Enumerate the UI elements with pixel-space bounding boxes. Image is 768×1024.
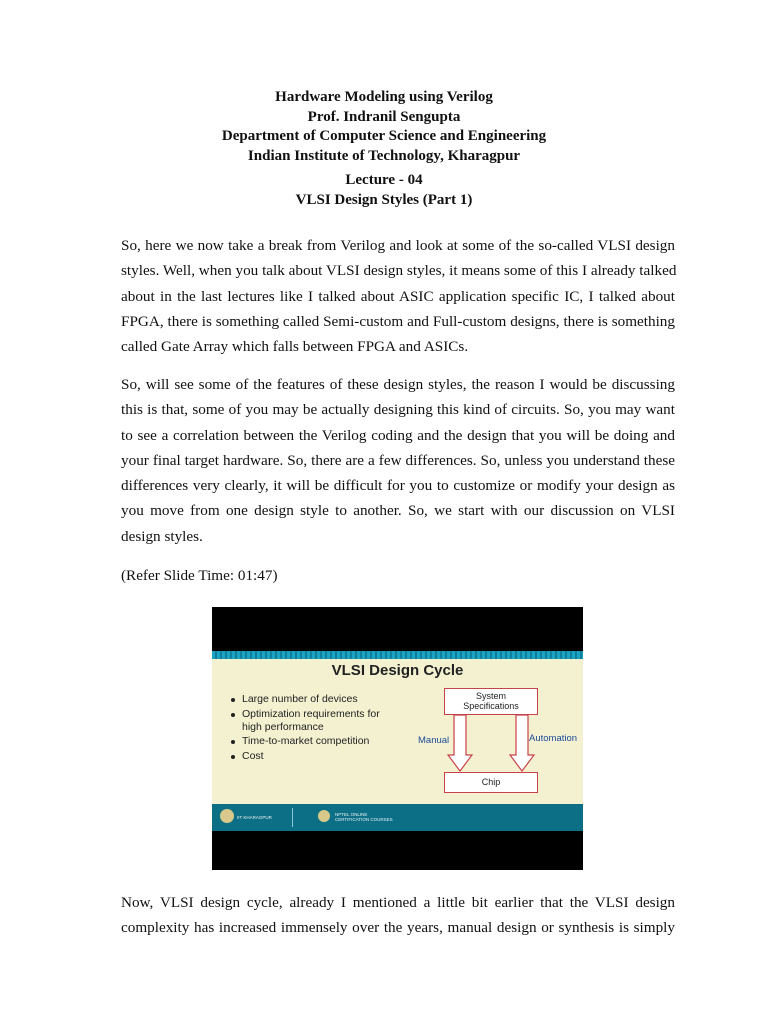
course-title: Hardware Modeling using Verilog [275,89,493,105]
footer-nptel-line2: CERTIFICATION COURSES [335,817,393,822]
footer-divider [292,808,293,827]
text-line: about in the last lectures like I talked about ASIC application specific IC, I talked about [121,287,675,305]
institute-name: Indian Institute of Technology, Kharagpur [247,147,521,164]
footer-nptel-line1: NPTEL ONLINE [335,812,368,817]
slide-time-reference [121,563,675,588]
paragraph-intro [121,233,675,359]
slide-bullet: Cost [230,750,392,763]
slide-stripe [212,651,583,659]
box-label-line: Specifications [463,701,519,711]
text-line: design styles. [121,527,203,545]
lecture-slide-image [212,607,583,870]
text-line: styles. Well, when you talk about VLSI design styles, it means some of this I already talked [121,262,677,280]
slide-body [212,659,583,804]
slide-footer [212,804,583,831]
department-name: Department of Computer Science and Engineering [221,128,547,144]
slide-bullet-text: Optimization requirements for high performance [242,707,380,733]
manual-arrow [448,715,472,771]
text-line: (Refer Slide Time: 01:47) [121,567,278,584]
text-line: you move from one design style to another. So, we start with our discussion on VLSI [121,502,675,520]
nptel-logo-icon [318,810,330,822]
text-line: complexity has increased immensely over the years, manual design or synthesis is simply [121,919,675,937]
footer-institute: IIT KHARAGPUR [237,815,272,820]
document-header [0,88,768,166]
text-line: to see a correlation between the Verilog coding and the design that you will be doing and [121,426,675,444]
slide-bullet: Large number of devices [230,693,392,706]
professor-name: Prof. Indranil Sengupta [307,108,461,125]
chip-box: Chip [444,772,538,793]
paragraph-features [121,372,675,549]
automation-label: Automation [529,733,578,744]
lecture-title: VLSI Design Styles (Part 1) [295,191,473,208]
lecture-heading [0,171,768,210]
text-line: FPGA, there is something called Semi-custom and Full-custom designs, there is something [121,312,675,330]
system-specifications-box [444,688,538,715]
text-line: this is that, some of you may be actually designing this kind of circuits. So, you may want [121,401,675,419]
text-line: differences very clearly, it will be difficult for you to customize or modify your design as [121,477,675,495]
text-line: So, will see some of the features of these design styles, the reason I would be discussing [121,376,675,393]
slide-title: VLSI Design Cycle [331,662,464,679]
text-line: Now, VLSI design cycle, already I mentioned a little bit earlier that the VLSI design [121,894,675,911]
text-line: your final target hardware. So, there are a few differences. So, unless you understand these [121,451,675,469]
lecture-number: Lecture - 04 [345,172,423,188]
text-line: So, here we now take a break from Verilog and look at some of the so-called VLSI design [121,237,675,254]
manual-label: Manual [418,735,450,746]
paragraph-design-cycle [121,890,675,941]
box-label-line: System [475,691,506,701]
slide-bullet: Time-to-market competition [230,735,392,748]
iit-logo-icon [220,809,234,823]
text-line: called Gate Array which falls between FPGA and ASICs. [121,338,469,356]
